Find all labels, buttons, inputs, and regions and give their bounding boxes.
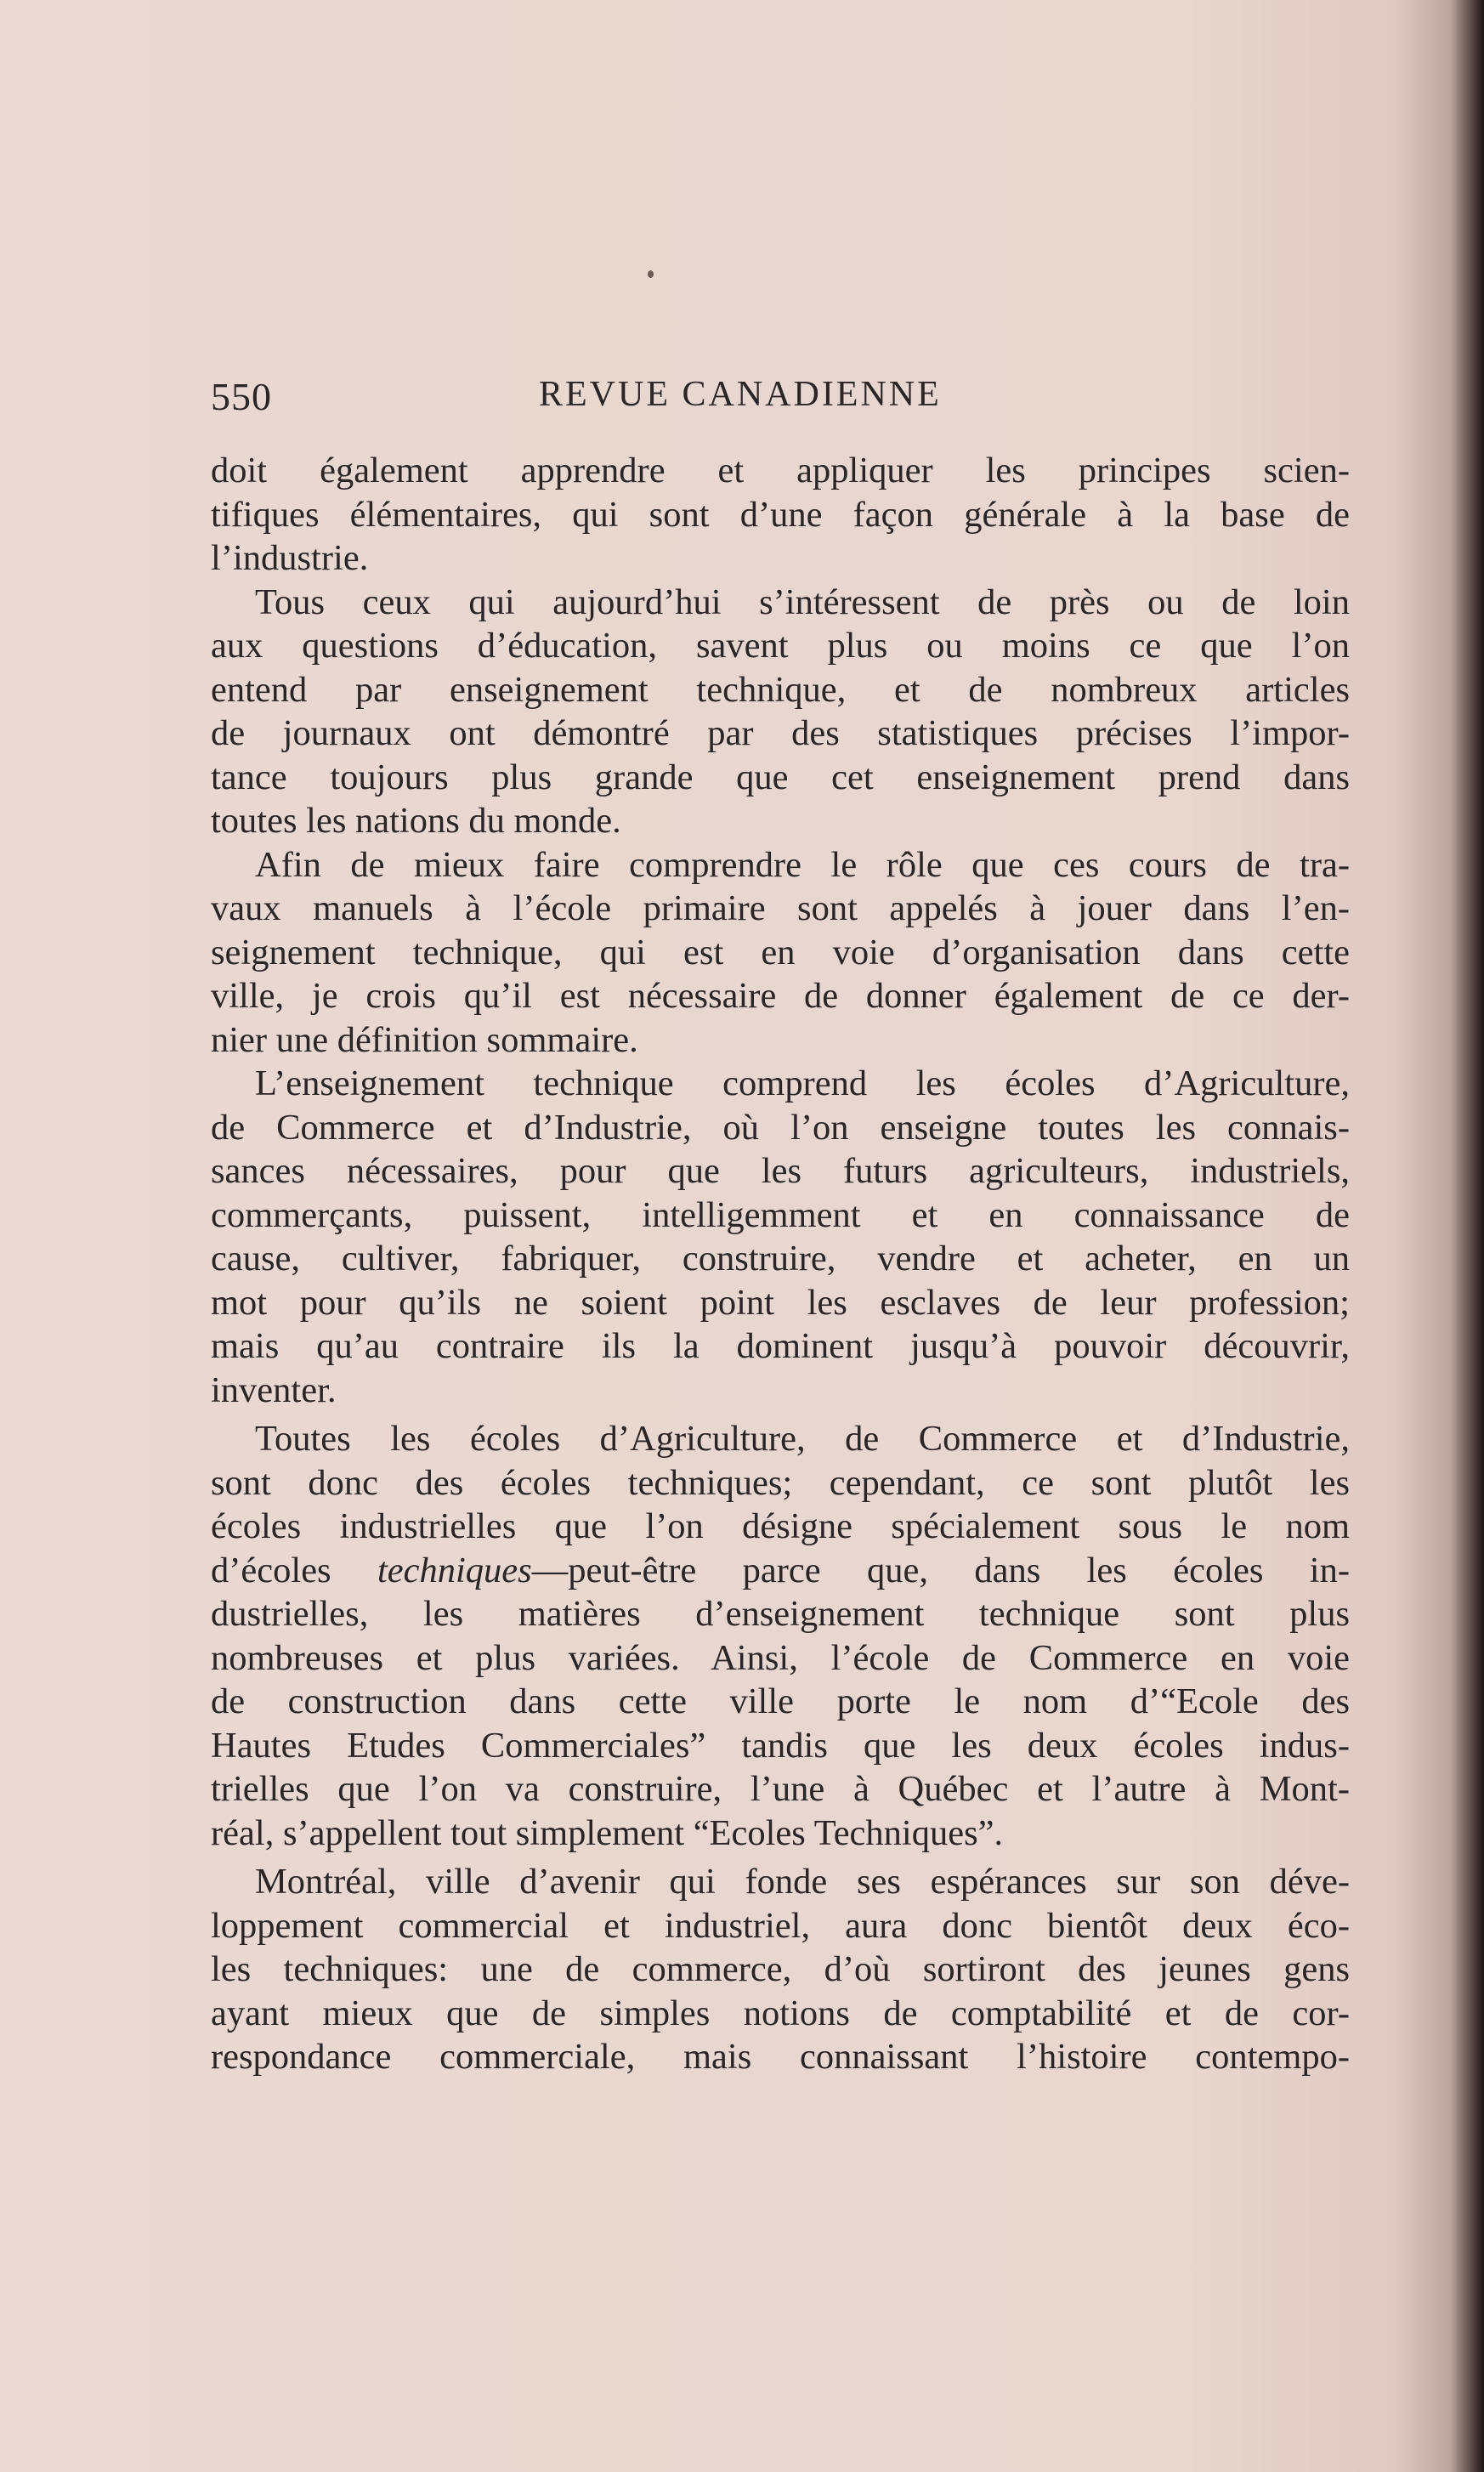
text-line: de Commerce et d’Industrie, où l’on enseigne toutes les connais- — [211, 1107, 1350, 1148]
text-line: doit également apprendre et appliquer les principes scien- — [211, 451, 1350, 490]
text-line: cause, cultiver, fabriquer, construire, vendre et acheter, en un — [211, 1239, 1350, 1279]
text-line: trielles que l’on va construire, l’une à Québec et l’autre à Mont- — [211, 1769, 1350, 1809]
text-segment: —peut-être parce que, dans les écoles in- — [531, 1550, 1350, 1590]
text-line: de construction dans cette ville porte le nom d’“Ecole des — [211, 1681, 1350, 1721]
text-line: Hautes Etudes Commerciales” tandis que les deux écoles indus- — [211, 1725, 1350, 1766]
text-line: les techniques: une de commerce, d’où sortiront des jeunes gens — [211, 1949, 1350, 1989]
text-line: entend par enseignement technique, et de nombreux articles — [211, 669, 1350, 710]
text-line: toutes les nations du monde. — [211, 801, 621, 841]
text-line: de journaux ont démontré par des statistiques précises l’impor- — [211, 713, 1350, 753]
text-segment: d’écoles — [211, 1550, 377, 1590]
text-line: Toutes les écoles d’Agriculture, de Commerce et d’Industrie, — [255, 1419, 1350, 1459]
text-line: ville, je crois qu’il est nécessaire de donner également de ce der- — [211, 976, 1350, 1016]
text-line: Tous ceux qui aujourd’hui s’intéressent de près ou de loin — [255, 581, 1350, 622]
text-line: seignement technique, qui est en voie d’organisation dans cette — [211, 932, 1350, 972]
text-line: loppement commercial et industriel, aura donc bientôt deux éco- — [211, 1905, 1350, 1946]
text-line — [211, 1549, 1350, 1593]
italic-word: techniques — [377, 1550, 532, 1590]
text-line: inventer. — [211, 1369, 337, 1410]
article-body — [211, 449, 1350, 2079]
text-line: l’industrie. — [211, 538, 369, 578]
text-line: aux questions d’éducation, savent plus ou moins ce que l’on — [211, 626, 1350, 666]
text-line: vaux manuels à l’école primaire sont appelés à jouer dans l’en- — [211, 888, 1350, 928]
page-number: 550 — [211, 375, 272, 418]
book-spine-shadow — [1450, 0, 1484, 2472]
text-line: sances nécessaires, pour que les futurs agriculteurs, industriels, — [211, 1151, 1350, 1191]
text-line: nier une définition sommaire. — [211, 1019, 638, 1060]
text-line: sont donc des écoles techniques; cependant, ce sont plutôt les — [211, 1462, 1350, 1503]
text-line: L’enseignement technique comprend les écoles d’Agriculture, — [255, 1063, 1350, 1103]
text-line: Montréal, ville d’avenir qui fonde ses espérances sur son déve- — [255, 1862, 1350, 1902]
journal-title: REVUE CANADIENNE — [539, 375, 942, 414]
text-line: mot pour qu’ils ne soient point les esclaves de leur profession; — [211, 1282, 1350, 1323]
text-line: dustrielles, les matières d’enseignement technique sont plus — [211, 1594, 1350, 1634]
text-line: respondance commerciale, mais connaissant l’histoire contempo- — [211, 2037, 1350, 2077]
text-line: ayant mieux que de simples notions de comptabilité et de cor- — [211, 1993, 1350, 2033]
text-line: nombreuses et plus variées. Ainsi, l’école de Commerce en voie — [211, 1637, 1350, 1678]
text-line: tifiques élémentaires, qui sont d’une façon générale à la base de — [211, 494, 1350, 535]
text-line: tance toujours plus grande que cet enseignement prend dans — [211, 757, 1350, 797]
text-line: Afin de mieux faire comprendre le rôle que ces cours de tra- — [255, 844, 1350, 885]
text-line: commerçants, puissent, intelligemment et en connaissance de — [211, 1194, 1350, 1235]
paper-speck — [648, 270, 654, 278]
text-line: mais qu’au contraire ils la dominent jusqu’à pouvoir découvrir, — [211, 1326, 1350, 1366]
text-line: écoles industrielles que l’on désigne spécialement sous le nom — [211, 1506, 1350, 1546]
text-line: réal, s’appellent tout simplement “Ecoles Techniques”. — [211, 1812, 1004, 1853]
running-head — [211, 374, 1350, 425]
